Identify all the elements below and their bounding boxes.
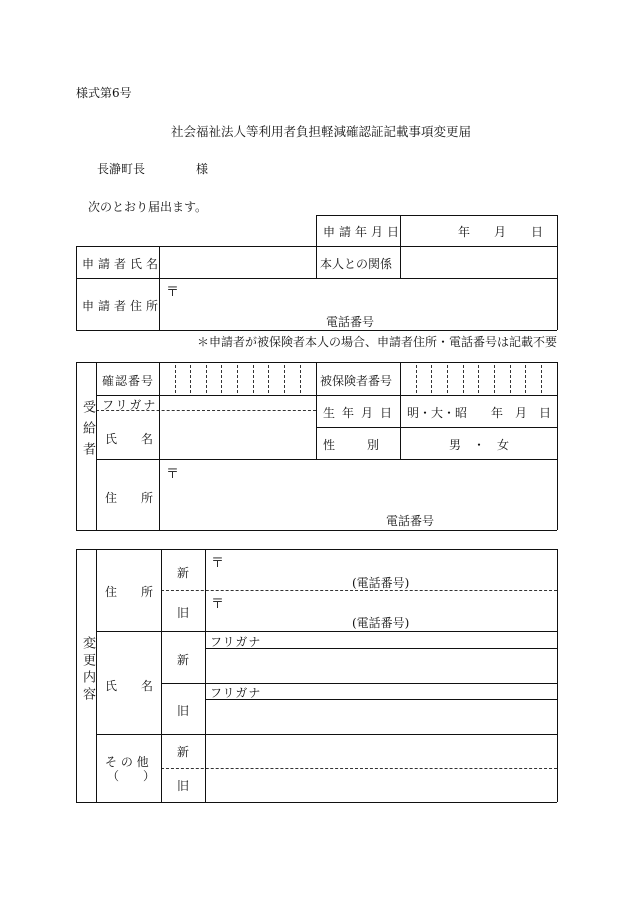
recipient-address-label: 住 所	[105, 491, 160, 505]
change-name-new-label: 新	[177, 653, 190, 667]
insured-number-label: 被保険者番号	[320, 374, 393, 388]
change-address-new-label: 新	[177, 566, 190, 580]
recipient-name-field[interactable]	[161, 412, 315, 458]
birth-eras: 明・大・昭	[407, 406, 468, 420]
application-date-day: 日	[531, 225, 544, 239]
birth-date-label: 生年月日	[323, 406, 400, 420]
relation-label: 本人との関係	[320, 257, 393, 271]
applicant-note: ＊申請者が被保険者本人の場合、申請者住所・電話番号は記載不要	[197, 335, 558, 349]
change-address-old-postal-mark: 〒	[211, 597, 225, 612]
recipient-phone-label: 電話番号	[386, 514, 435, 528]
sex-options[interactable]: 男 ・ 女	[449, 438, 510, 452]
form-number: 様式第6号	[76, 86, 132, 100]
application-date-label: 申請年月日	[323, 225, 404, 239]
change-other-new-field[interactable]	[207, 736, 556, 767]
addressee-name: 長瀞町長	[97, 162, 146, 176]
recipient-address-field[interactable]	[161, 461, 556, 529]
change-name-new-furigana-label: フリガナ	[210, 635, 262, 649]
change-name-old-field[interactable]	[207, 701, 556, 733]
birth-month: 月	[515, 406, 528, 420]
insured-number-field[interactable]	[402, 364, 556, 394]
change-other-old-label: 旧	[177, 779, 190, 793]
change-address-new-postal-mark: 〒	[211, 556, 225, 571]
change-address-label: 住 所	[105, 585, 160, 599]
confirm-number-field[interactable]	[161, 364, 315, 394]
change-other-old-field[interactable]	[207, 770, 556, 801]
applicant-name-field[interactable]	[161, 248, 315, 277]
change-other-new-label: 新	[177, 745, 190, 759]
change-name-label: 氏 名	[105, 679, 160, 693]
recipient-name-label: 氏 名	[105, 432, 160, 446]
changes-section-label: 変更内容	[80, 636, 95, 704]
postal-mark: 〒	[166, 285, 180, 300]
change-address-new-field[interactable]	[207, 551, 556, 589]
applicant-address-label: 申請者住所	[82, 299, 163, 313]
recipient-furigana-field[interactable]	[161, 396, 315, 409]
application-date-year: 年	[458, 225, 471, 239]
change-name-new-field[interactable]	[207, 650, 556, 682]
birth-year: 年	[491, 406, 504, 420]
sex-label: 性 別	[323, 438, 390, 452]
applicant-phone-label: 電話番号	[326, 315, 375, 329]
change-address-old-label: 旧	[177, 606, 190, 620]
change-other-label: そ の 他	[105, 755, 149, 769]
applicant-name-label: 申請者氏名	[82, 257, 163, 271]
relation-field[interactable]	[402, 248, 556, 277]
confirm-number-label: 確認番号	[102, 374, 155, 388]
change-name-old-furigana-label: フリガナ	[210, 686, 262, 700]
change-address-new-phone: (電話番号)	[352, 576, 410, 590]
change-name-old-label: 旧	[177, 704, 190, 718]
application-date-field[interactable]	[161, 216, 315, 245]
recipient-section-label: 受給者	[80, 400, 95, 463]
application-date-month: 月	[494, 225, 507, 239]
change-address-old-field[interactable]	[207, 592, 556, 630]
birth-day: 日	[539, 406, 552, 420]
recipient-postal-mark: 〒	[166, 467, 180, 482]
form-title: 社会福祉法人等利用者負担軽減確認証記載事項変更届	[171, 124, 472, 139]
addressee-honorific: 様	[196, 162, 209, 176]
change-address-old-phone: (電話番号)	[352, 616, 410, 630]
furigana-label: フリガナ	[102, 398, 158, 412]
change-other-paren: （ ）	[107, 769, 156, 783]
intro-text: 次のとおり届出ます。	[88, 200, 208, 214]
